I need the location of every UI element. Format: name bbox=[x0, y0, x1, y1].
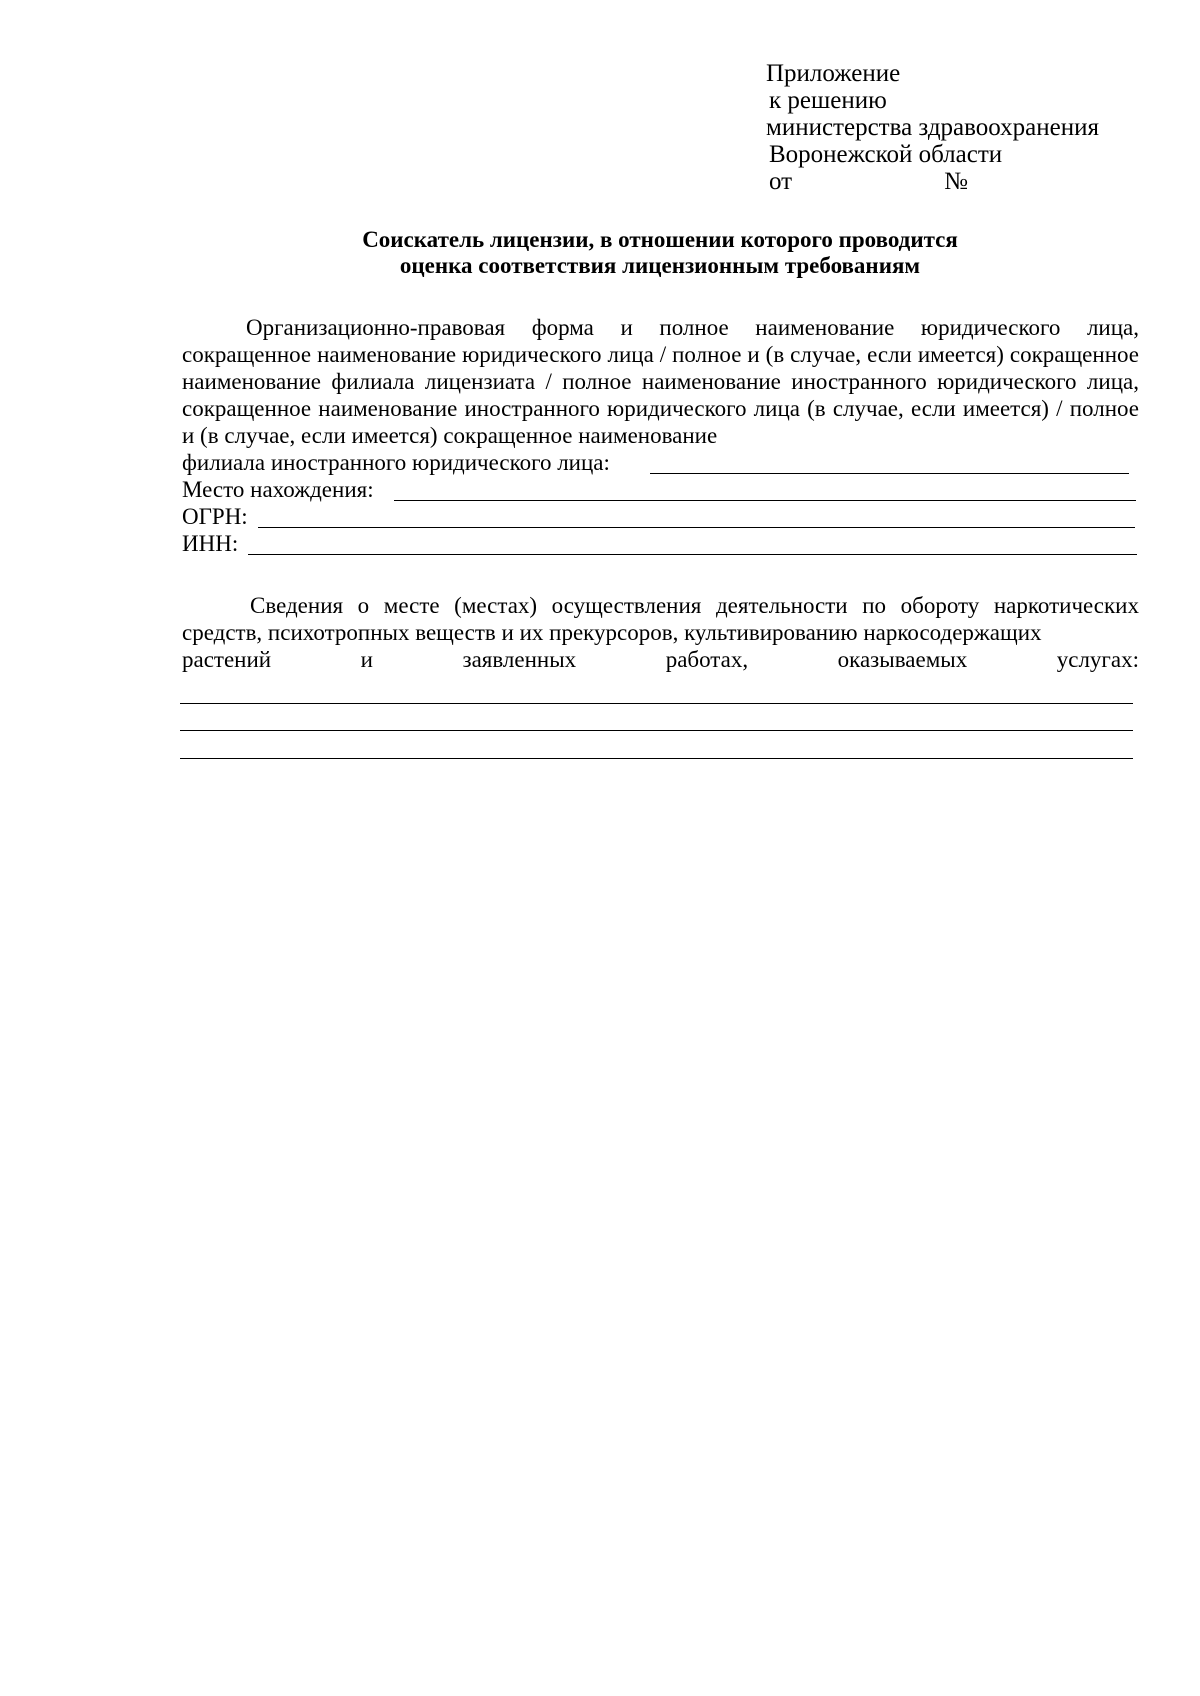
title-line: оценка соответствия лицензионным требованиям bbox=[399, 253, 921, 278]
ogrn-input-line[interactable] bbox=[258, 527, 1135, 528]
inn-input-line[interactable] bbox=[248, 554, 1137, 555]
branch-name-label: филиала иностранного юридического лица: bbox=[182, 450, 610, 475]
inn-label: ИНН: bbox=[182, 531, 239, 556]
activity-input-line[interactable] bbox=[180, 730, 1133, 731]
appendix-date-row bbox=[766, 168, 1099, 195]
applicant-info-section bbox=[182, 314, 1139, 557]
document-title bbox=[180, 227, 1140, 279]
date-label: от bbox=[769, 168, 793, 195]
ogrn-label: ОГРН: bbox=[182, 504, 248, 529]
title-line: Соискатель лицензии, в отношении которого проводится bbox=[362, 227, 958, 252]
word: и bbox=[360, 647, 373, 672]
number-label: № bbox=[944, 168, 968, 195]
activity-input-line[interactable] bbox=[180, 703, 1133, 704]
activity-places-paragraph: Сведения о месте (местах) осуществления деятельности по обороту наркотических средств, психотропных веществ и их прекурсоров, культивированию наркосодержащих bbox=[182, 593, 1139, 645]
branch-name-input-line[interactable] bbox=[650, 473, 1129, 474]
word: услугах: bbox=[1056, 647, 1139, 672]
appendix-line: Воронежской области bbox=[769, 141, 1003, 168]
appendix-block bbox=[766, 60, 1099, 195]
word: заявленных bbox=[462, 647, 577, 672]
appendix-line: к решению bbox=[769, 87, 887, 114]
location-label: Место нахождения: bbox=[182, 477, 374, 502]
branch-name-field bbox=[182, 449, 1139, 476]
location-input-line[interactable] bbox=[394, 500, 1136, 501]
activity-input-line[interactable] bbox=[180, 758, 1133, 759]
appendix-line: Приложение bbox=[766, 60, 901, 87]
appendix-line: министерства здравоохранения bbox=[766, 114, 1099, 141]
word: работах, bbox=[665, 647, 749, 672]
activity-places-section bbox=[182, 592, 1139, 673]
location-field bbox=[182, 476, 1139, 503]
ogrn-field bbox=[182, 503, 1139, 530]
applicant-info-paragraph: Организационно-правовая форма и полное наименование юридического лица, сокращенное наименование юридического лица / полное и (в случае, если имеется) сокращенное наименование филиала лицензиата / полное наименование иностранного юридического лица, сокращенное наименование иностранного юридического лица (в случае, если имеется) / полное и (в случае, если имеется) сокращенное наименование bbox=[182, 315, 1139, 448]
word: оказываемых bbox=[837, 647, 968, 672]
word: растений bbox=[182, 647, 272, 672]
activity-places-last-line bbox=[182, 646, 1139, 673]
inn-field bbox=[182, 530, 1139, 557]
